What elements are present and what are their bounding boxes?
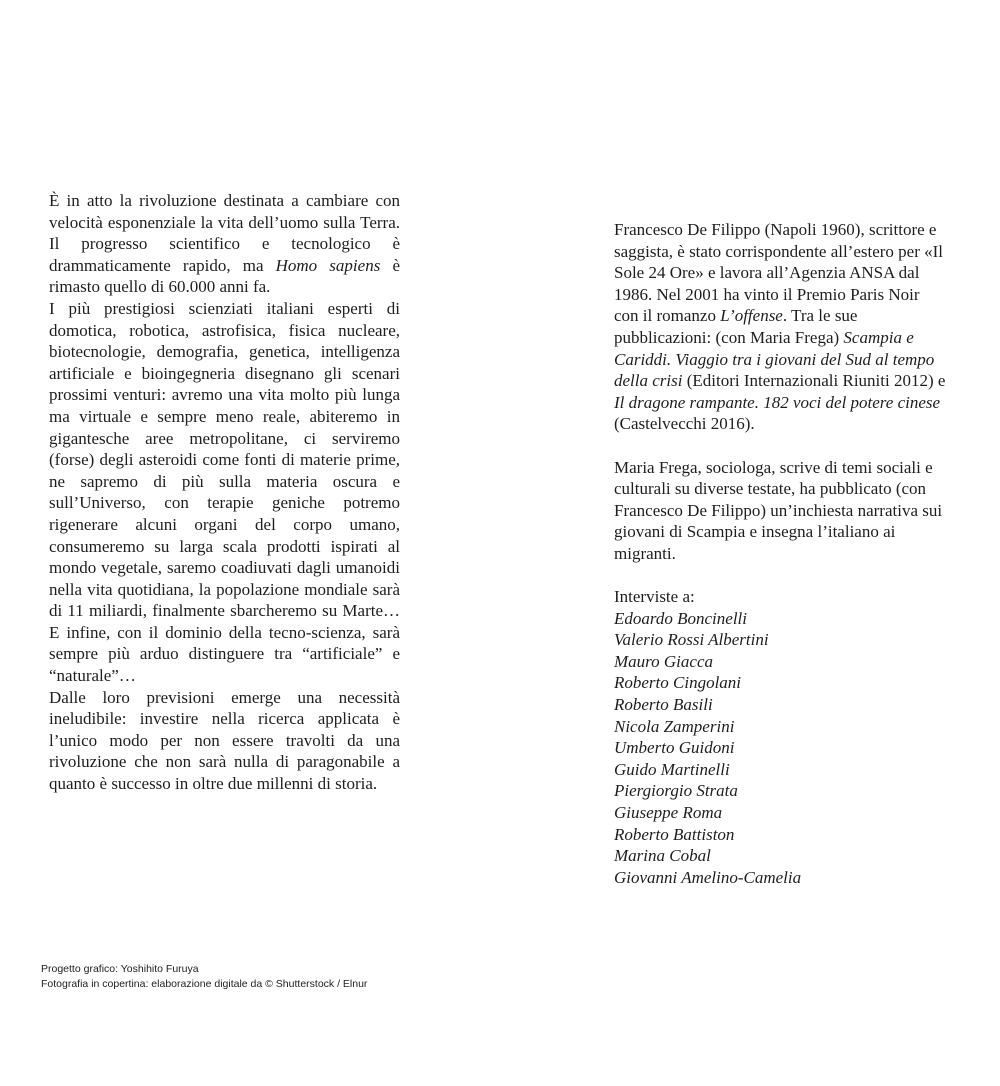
right-column [614,219,946,888]
author-bio-frega [614,457,946,565]
interviewee-name: Piergiorgio Strata [614,781,738,801]
interviewees-list [614,608,946,889]
interviewee-name: Roberto Cingolani [614,673,742,693]
italic-text: Scampia e Cariddi. Viaggio tra i giovani del Sud al tempo della crisi [614,327,935,391]
interviews-heading: Interviste a: [614,587,695,607]
interviewee-name: Giovanni Amelino-Camelia [614,867,802,887]
text-run: Maria Frega, sociologa, scrive di temi sociali e culturali su diverse testate, ha pubblicato (con Francesco De Filippo) un’inchiesta narrativa sui giovani di Scampia e insegna l’italiano ai migranti. [614,457,943,563]
photo-credit: Fotografia in copertina: elaborazione digitale da © Shutterstock / Elnur [41,978,368,990]
text-run: Francesco De Filippo (Napoli 1960), scrittore e saggista, è stato corrispondente all’estero per «Il Sole 24 Ore» e lavora all’Agenzia ANSA dal 1986. Nel 2001 ha vinto il Premio Paris Noir con il romanzo [614,220,944,326]
design-credit: Progetto grafico: Yoshihito Furuya [41,963,199,975]
interviewee-name: Mauro Giacca [614,651,713,671]
interviewee-name: Valerio Rossi Albertini [614,630,769,650]
interviewee-name: Roberto Basili [614,695,713,715]
interviewee-name: Guido Martinelli [614,759,730,779]
text-run: (Editori Internazionali Riuniti 2012) e [682,371,946,391]
interviewee-name: Roberto Battiston [614,824,735,844]
left-column [49,190,400,795]
text-run: Dalle loro previsioni emerge una necessità ineludibile: investire nella ricerca applicata è l’unico modo per non essere travolti da una rivoluzione che non sarà nulla di paragonabile a quanto è successo in oltre due millenni di storia. [49,687,400,794]
conclusion-paragraph [49,687,400,795]
text-run: (Castelvecchi 2016). [614,414,755,434]
interviewee-name: Giuseppe Roma [614,803,723,823]
interviewee-name: Nicola Zamperini [614,716,735,736]
text-run: . Tra le sue pubblicazioni: (con Maria Frega) [614,306,858,347]
italic-text: Homo sapiens [275,255,381,275]
text-run: è rimasto quello di 60.000 anni fa. [49,255,400,297]
text-run: I più prestigiosi scienziati italiani esperti di domotica, robotica, astrofisica, fisica nucleare, biotecnologie, demografia, genetica, intelligenza artificiale e bioingegneria disegnano gli scenari prossimi venturi: avremo una vita molto più lunga ma virtuale e sempre meno reale, abiteremo in gigantesche aree metropolitane, ci serviremo (forse) degli asteroidi come fonti di materie prime, ne sapremo di più sulla materia oscura e sull’Universo, con terapie geniche potremo rigenerare alcuni organi del corpo umano, consumeremo su larga scala prodotti ispirati al mondo vegetale, saremo coadiuvati dagli umanoidi nella vita quotidiana, la popolazione mondiale sarà di 11 miliardi, finalmente sbarcheremo su Marte… E infine, con il dominio della tecno-scienza, sarà sempre più arduo distinguere tra “artificiale” e “naturale”… [49,298,400,686]
author-bio-de-filippo [614,219,946,435]
text-run: È in atto la rivoluzione destinata a cambiare con velocità esponenziale la vita dell’uomo sulla Terra. Il progresso scientifico e tecnologico è drammaticamente rapido, ma [49,191,400,275]
italic-text: Il dragone rampante. 182 voci del potere cinese [614,392,941,412]
credits [41,962,367,992]
interviewee-name: Marina Cobal [614,846,711,866]
intro-paragraph [49,190,400,298]
interviewee-name: Edoardo Boncinelli [614,608,747,628]
italic-text: L’offense [720,306,783,326]
scientists-paragraph [49,298,400,687]
interviewee-name: Umberto Guidoni [614,738,735,758]
